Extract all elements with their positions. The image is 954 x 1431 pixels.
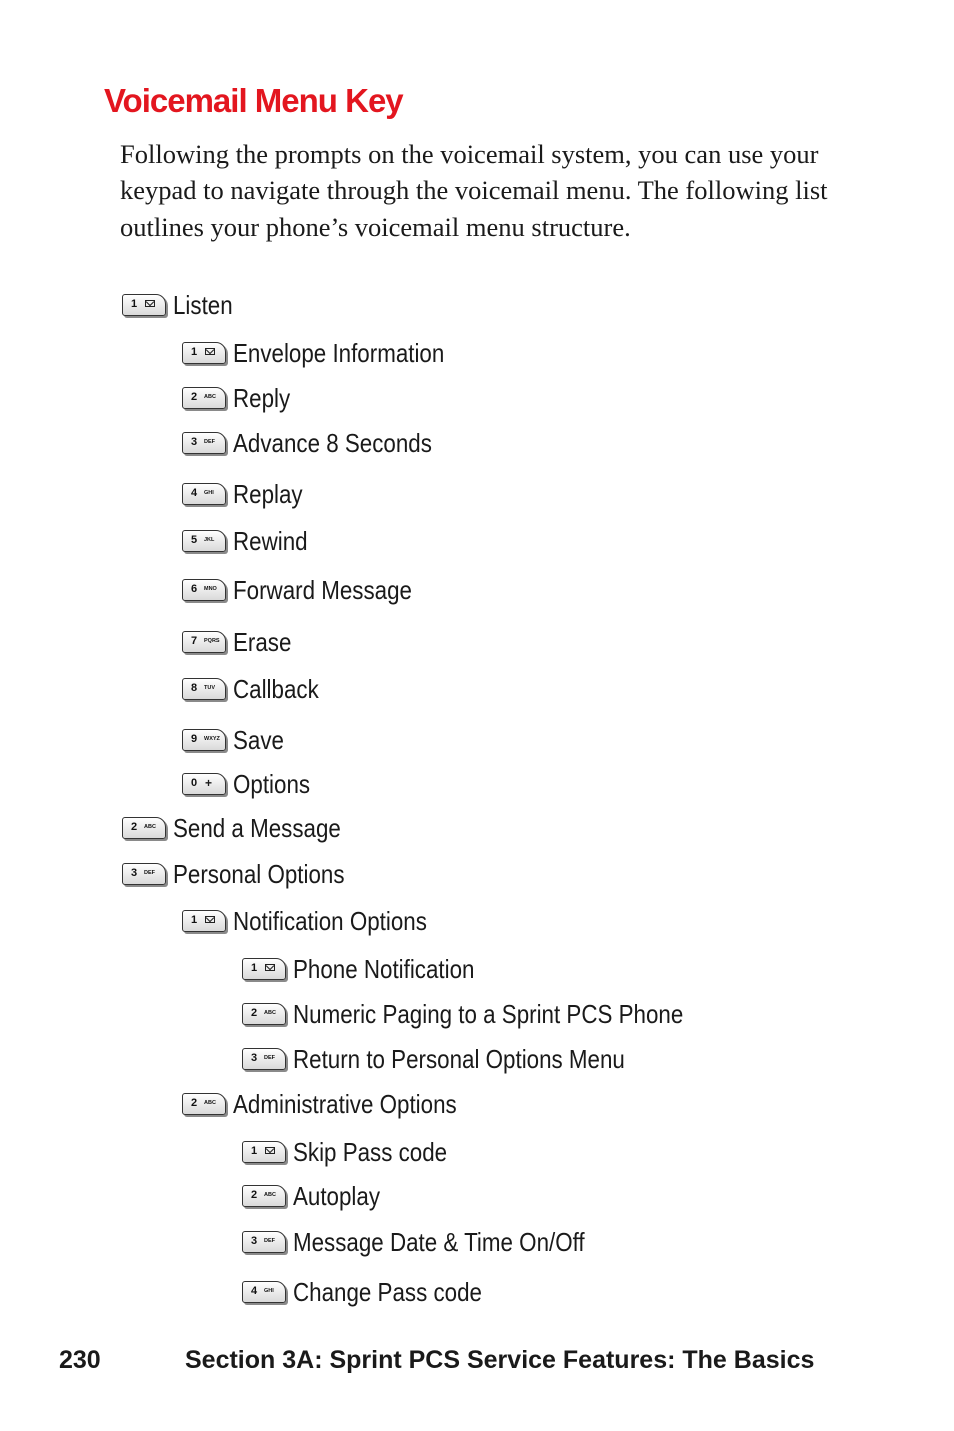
key-letters: ABC — [204, 1100, 216, 1106]
menu-item — [122, 810, 368, 846]
key-number: 4 — [251, 1285, 258, 1297]
key-letters: DEF — [204, 439, 215, 445]
key-number: 1 — [251, 1145, 258, 1157]
key-letters: ABC — [264, 1010, 276, 1016]
key-4-icon — [182, 483, 226, 505]
menu-item-label: Replay — [233, 478, 303, 509]
key-number: 8 — [191, 682, 198, 694]
menu-item-label: Callback — [233, 673, 319, 704]
key-number: 1 — [191, 914, 198, 926]
key-2-icon — [182, 1093, 226, 1115]
intro-paragraph: Following the prompts on the voicemail system, you can use your keypad to navigate through the voicemail menu. The following list outlines your phone’s voicemail menu structure. — [120, 139, 828, 242]
key-letters: WXYZ — [204, 736, 220, 742]
key-1-icon — [242, 958, 286, 980]
key-number: 2 — [191, 1097, 198, 1109]
menu-item-label: Listen — [173, 289, 233, 320]
key-number: 2 — [191, 391, 198, 403]
envelope-icon — [265, 964, 275, 971]
menu-item — [242, 951, 504, 987]
menu-item — [182, 335, 479, 371]
key-letters: MNO — [204, 586, 217, 592]
menu-item-label: Numeric Paging to a Sprint PCS Phone — [293, 998, 684, 1029]
menu-item — [182, 425, 464, 461]
menu-item — [182, 476, 314, 512]
key-1-icon — [182, 342, 226, 364]
key-number: 1 — [251, 962, 258, 974]
key-number: 6 — [191, 583, 198, 595]
menu-item — [182, 766, 323, 802]
menu-item — [182, 1086, 493, 1122]
menu-item-label: Autoplay — [293, 1180, 381, 1211]
key-letters: TUV — [204, 685, 215, 691]
envelope-icon — [205, 916, 215, 923]
menu-item — [242, 1274, 513, 1310]
menu-item — [182, 722, 292, 758]
key-letters: PQRS — [204, 638, 220, 644]
menu-item — [182, 624, 301, 660]
section-title: Section 3A: Sprint PCS Service Features: The Basics — [185, 1346, 815, 1374]
key-number: 3 — [251, 1235, 258, 1247]
envelope-icon — [145, 300, 155, 307]
menu-item-label: Return to Personal Options Menu — [293, 1043, 625, 1074]
key-letters: GHI — [204, 490, 214, 496]
menu-item-label: Phone Notification — [293, 953, 475, 984]
key-2-icon — [242, 1185, 286, 1207]
key-letters: DEF — [264, 1238, 275, 1244]
key-letters: DEF — [144, 870, 155, 876]
key-2-icon — [122, 817, 166, 839]
key-number: 9 — [191, 733, 198, 745]
key-3-icon — [242, 1231, 286, 1253]
menu-item — [182, 572, 441, 608]
key-number: 3 — [251, 1052, 258, 1064]
plus-icon: + — [205, 776, 213, 790]
key-9-icon — [182, 729, 226, 751]
key-letters: ABC — [204, 394, 216, 400]
key-number: 1 — [191, 346, 198, 358]
key-number: 4 — [191, 487, 198, 499]
key-1-icon — [242, 1141, 286, 1163]
menu-item-label: Notification Options — [233, 905, 427, 936]
key-number: 7 — [191, 635, 198, 647]
menu-item — [242, 1134, 472, 1170]
key-3-icon — [122, 863, 166, 885]
key-1-icon — [182, 910, 226, 932]
key-5-icon — [182, 530, 226, 552]
key-number: 2 — [251, 1007, 258, 1019]
menu-item — [242, 1224, 632, 1260]
menu-item-label: Forward Message — [233, 574, 412, 605]
menu-item-label: Rewind — [233, 525, 308, 556]
key-0-icon — [182, 773, 226, 795]
menu-item-label: Save — [233, 724, 284, 755]
menu-item-label: Message Date & Time On/Off — [293, 1226, 585, 1257]
menu-item-label: Erase — [233, 626, 292, 657]
key-8-icon — [182, 678, 226, 700]
menu-item — [122, 287, 242, 323]
key-3-icon — [182, 432, 226, 454]
key-number: 0 — [191, 777, 198, 789]
menu-item-label: Send a Message — [173, 812, 341, 843]
menu-item-label: Change Pass code — [293, 1276, 482, 1307]
menu-item — [182, 671, 333, 707]
key-letters: ABC — [264, 1192, 276, 1198]
menu-item — [182, 380, 299, 416]
key-number: 3 — [131, 867, 138, 879]
envelope-icon — [205, 348, 215, 355]
menu-item — [122, 856, 372, 892]
key-number: 3 — [191, 436, 198, 448]
menu-item — [182, 523, 320, 559]
key-1-icon — [122, 294, 166, 316]
envelope-icon — [265, 1147, 275, 1154]
menu-item-label: Reply — [233, 382, 291, 413]
page-title: Voicemail Menu Key — [104, 82, 403, 119]
key-letters: JKL — [204, 537, 215, 543]
key-number: 5 — [191, 534, 198, 546]
menu-item-label: Skip Pass code — [293, 1136, 448, 1167]
menu-item-label: Envelope Information — [233, 337, 445, 368]
key-2-icon — [182, 387, 226, 409]
menu-item-label: Advance 8 Seconds — [233, 427, 432, 458]
key-letters: DEF — [264, 1055, 275, 1061]
key-7-icon — [182, 631, 226, 653]
menu-item — [242, 1041, 679, 1077]
key-6-icon — [182, 579, 226, 601]
menu-item-label: Administrative Options — [233, 1088, 457, 1119]
key-letters: GHI — [264, 1288, 274, 1294]
menu-item — [182, 903, 458, 939]
menu-item-label: Options — [233, 768, 311, 799]
page-number: 230 — [59, 1346, 101, 1374]
menu-item — [242, 996, 747, 1032]
key-4-icon — [242, 1281, 286, 1303]
key-number: 2 — [251, 1189, 258, 1201]
menu-item-label: Personal Options — [173, 858, 345, 889]
key-3-icon — [242, 1048, 286, 1070]
key-number: 2 — [131, 821, 138, 833]
key-letters: ABC — [144, 824, 156, 830]
menu-item — [242, 1178, 394, 1214]
key-2-icon — [242, 1003, 286, 1025]
key-number: 1 — [131, 298, 138, 310]
